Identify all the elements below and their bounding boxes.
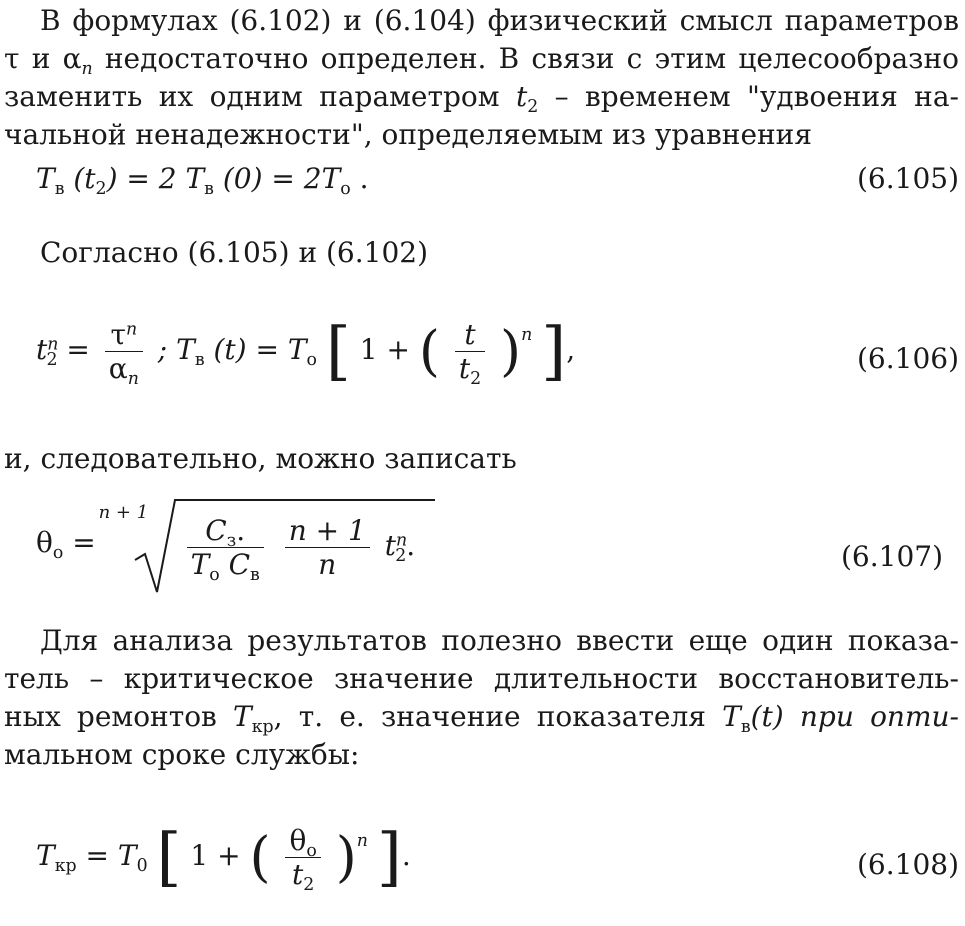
equation-6-107: $\theta_о$ = n + 1 $\frac{C_з.}{T_о C_в}$ $\frac{n + 1}{n}$ $t^n_2$.: [36, 508, 415, 581]
text-according: Согласно (6.105) и (6.102): [40, 236, 429, 269]
equation-number: (6.105): [856, 162, 959, 195]
radical-sign-icon: [135, 498, 435, 598]
fraction: $\frac{\tau^n}{\alpha_n}$: [105, 318, 143, 385]
text-line: τ и $\alpha_n$ недостаточно определен. В связи с этим целесообразно: [4, 42, 959, 80]
equation-number: (6.106): [856, 342, 959, 375]
equation-number: (6.108): [856, 848, 959, 881]
text-line: тель – критическое значение длительности восстановитель-: [4, 662, 959, 695]
radical: n + 1 $\frac{C_з.}{T_о C_в}$ $\frac{n + 1}{n}$ $t^n_2$.: [105, 508, 416, 581]
equation-number: (6.107): [840, 540, 943, 573]
equation-6-106: $t^n_2$ = $\frac{\tau^n}{\alpha_n}$ ; $T_в$ $(t) = T_о$ [ 1 + ( $\frac{t}{t_2}$ )$^n$ ],: [36, 314, 576, 390]
text-line: Для анализа результатов полезно ввести еще один показа-: [40, 624, 959, 657]
fraction: $\frac{\theta_о}{t_2}$: [285, 824, 320, 891]
fraction: $\frac{n + 1}{n}$: [285, 514, 370, 581]
fraction: $\frac{t}{t_2}$: [455, 318, 485, 385]
equation-6-108: $T_{кр} = T_0$ [ 1 + ( $\frac{\theta_о}{t_2}$ )$^n$ ].: [36, 820, 411, 896]
text-line: В формулах (6.102) и (6.104) физический смысл параметров: [40, 4, 959, 37]
paragraph-intro: [4, 2, 959, 154]
text-line: заменить их одним параметром $t_2$ – временем "удвоения на-: [4, 80, 959, 118]
text-line: чальной ненадежности", определяемым из уравнения: [4, 118, 813, 151]
text-line: мальном сроке службы:: [4, 738, 360, 771]
text-line: ных ремонтов $T_{кр}$, т. е. значение показателя $T_в(t)$ при опти-: [4, 700, 959, 738]
fraction: $\frac{C_з.}{T_о C_в}$: [187, 514, 264, 581]
text-therefore: и, следовательно, можно записать: [4, 442, 517, 475]
equation-6-105: $T_в$ $(t_2) = 2$ $T_в$ $(0) = 2T_о$ .: [36, 162, 369, 200]
paragraph-analysis: [4, 622, 959, 774]
